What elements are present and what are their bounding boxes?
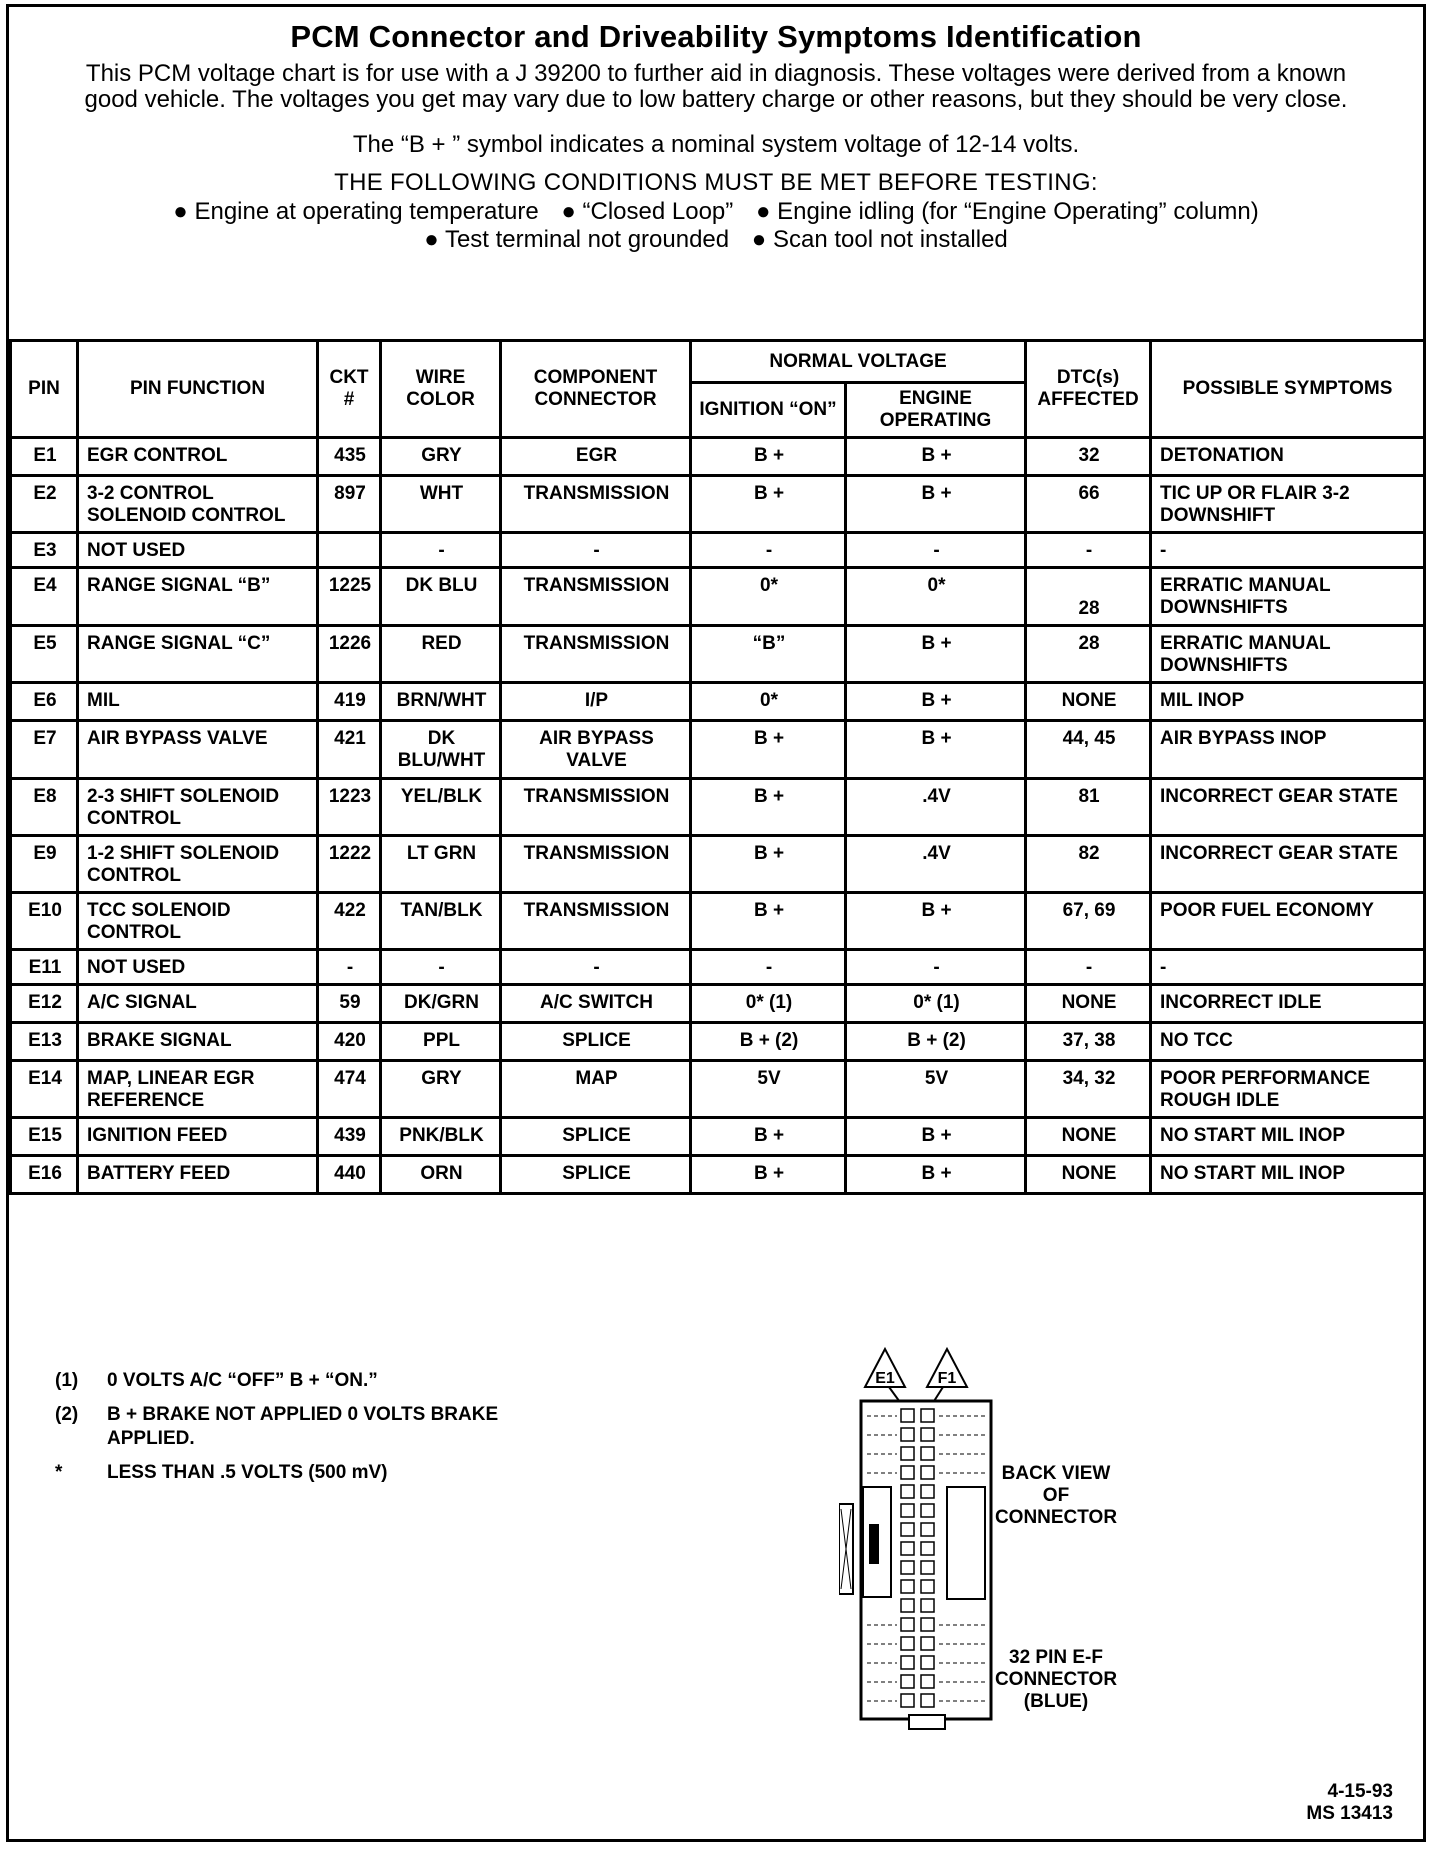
table-row [11,1061,1425,1118]
cell-pin: E13 [11,1023,78,1061]
connector-pin [901,1656,914,1669]
table-row [11,893,1425,950]
cell-component: I/P [501,683,691,721]
cell-engine-voltage: B + [846,893,1026,950]
cell-symptoms: INCORRECT GEAR STATE [1151,836,1425,893]
connector-pin [921,1447,934,1460]
page-title: PCM Connector and Driveability Symptoms Identification [290,19,1142,54]
table-row [11,626,1425,683]
cell-function: TCC SOLENOID CONTROL [78,893,318,950]
cell-pin: E3 [11,533,78,568]
cell-ignition-voltage: B + [691,893,846,950]
connector-pin [921,1637,934,1650]
cell-ckt: 419 [318,683,381,721]
cell-pin: E2 [11,476,78,533]
cell-engine-voltage: B + [846,721,1026,779]
cell-wire-color: GRY [381,1061,501,1118]
cell-ckt: 1222 [318,836,381,893]
cell-ckt: 474 [318,1061,381,1118]
table-row [11,1118,1425,1156]
cell-dtc: 28 [1026,568,1151,626]
cell-wire-color: - [381,950,501,985]
cell-pin: E15 [11,1118,78,1156]
cell-wire-color: DK BLU/WHT [381,721,501,779]
table-row [11,1156,1425,1194]
cell-engine-voltage: B + [846,1156,1026,1194]
cell-pin: E1 [11,438,78,476]
cell-engine-voltage: .4V [846,836,1026,893]
cell-ckt: 59 [318,985,381,1023]
footer-section [9,1299,1423,1839]
connector-pin [901,1694,914,1707]
connector-pin [901,1542,914,1555]
conditions-line-2 [9,227,1423,253]
pin-table [9,339,1426,1195]
cell-dtc: NONE [1026,1118,1151,1156]
cell-pin: E12 [11,985,78,1023]
cell-ignition-voltage: 0* [691,568,846,626]
cell-engine-voltage: B + [846,438,1026,476]
connector-pin [901,1466,914,1479]
cell-dtc: 44, 45 [1026,721,1151,779]
connector-pin [921,1561,934,1574]
cell-symptoms: DETONATION [1151,438,1425,476]
cell-symptoms: ERRATIC MANUAL DOWNSHIFTS [1151,568,1425,626]
cell-ignition-voltage: B + [691,476,846,533]
header-ignition: IGNITION “ON” [691,383,846,438]
cell-symptoms: - [1151,533,1425,568]
cell-wire-color: PNK/BLK [381,1118,501,1156]
cell-component: TRANSMISSION [501,836,691,893]
header-component: COMPONENT CONNECTOR [501,341,691,438]
footnote [55,1461,547,1485]
cell-engine-voltage: B + [846,1118,1026,1156]
cell-pin: E6 [11,683,78,721]
table-row [11,568,1425,626]
cell-dtc: 37, 38 [1026,1023,1151,1061]
cell-pin: E4 [11,568,78,626]
cell-function: NOT USED [78,950,318,985]
cell-ckt: 420 [318,1023,381,1061]
cell-wire-color: TAN/BLK [381,893,501,950]
cell-dtc: - [1026,950,1151,985]
intro-text: This PCM voltage chart is for use with a J 39200 to further aid in diagnosis. These voltages were derived from a known good vehicle. The voltages you get may vary due to low battery charge or other reasons, but they should be very close. [84,60,1348,113]
cell-engine-voltage: - [846,533,1026,568]
cell-symptoms: NO TCC [1151,1023,1425,1061]
condition-item: ● Engine idling (for “Engine Operating” column) [755,198,1259,225]
connector-pin [921,1656,934,1669]
connector-pin [901,1561,914,1574]
cell-ignition-voltage: B + [691,721,846,779]
connector-type-label: 32 PIN E-F CONNECTOR (BLUE) [994,1647,1118,1712]
cell-ckt: 422 [318,893,381,950]
cell-dtc: 66 [1026,476,1151,533]
cell-component: TRANSMISSION [501,779,691,836]
cell-symptoms: MIL INOP [1151,683,1425,721]
cell-function: 1-2 SHIFT SOLENOID CONTROL [78,836,318,893]
header-function: PIN FUNCTION [78,341,318,438]
stamp-code: MS 13413 [1306,1803,1393,1824]
cell-dtc: NONE [1026,683,1151,721]
cell-ignition-voltage: B + (2) [691,1023,846,1061]
cell-function: IGNITION FEED [78,1118,318,1156]
cell-ckt: 439 [318,1118,381,1156]
bplus-note: The “B + ” symbol indicates a nominal system voltage of 12-14 volts. [352,131,1080,158]
cell-wire-color: WHT [381,476,501,533]
cell-symptoms: INCORRECT IDLE [1151,985,1425,1023]
condition-item: ● Test terminal not grounded [424,226,730,253]
cell-pin: E8 [11,779,78,836]
document-stamp [1306,1781,1393,1825]
cell-engine-voltage: - [846,950,1026,985]
connector-pin [921,1466,934,1479]
connector-pin [901,1675,914,1688]
cell-engine-voltage: B + [846,626,1026,683]
cell-component: - [501,533,691,568]
connector-pin [901,1504,914,1517]
condition-item: ● Scan tool not installed [751,226,1008,253]
cell-wire-color: PPL [381,1023,501,1061]
cell-ckt [318,533,381,568]
footnote-marker: (1) [55,1370,79,1391]
cell-wire-color: GRY [381,438,501,476]
cell-engine-voltage: .4V [846,779,1026,836]
cell-wire-color: ORN [381,1156,501,1194]
cell-function: 2-3 SHIFT SOLENOID CONTROL [78,779,318,836]
footnote [55,1403,547,1451]
cell-ignition-voltage: B + [691,1156,846,1194]
cell-ignition-voltage: - [691,533,846,568]
connector-pin [901,1599,914,1612]
cell-function: AIR BYPASS VALVE [78,721,318,779]
connector-pin [921,1542,934,1555]
cell-ignition-voltage: B + [691,836,846,893]
cell-dtc: 32 [1026,438,1151,476]
cell-function: EGR CONTROL [78,438,318,476]
cell-engine-voltage: 5V [846,1061,1026,1118]
document-page [6,4,1426,1842]
cell-ckt: 897 [318,476,381,533]
cell-dtc: 81 [1026,779,1151,836]
cell-pin: E7 [11,721,78,779]
cell-dtc: 82 [1026,836,1151,893]
condition-item: ● “Closed Loop” [561,198,734,225]
table-row [11,683,1425,721]
cell-ignition-voltage: B + [691,779,846,836]
cell-ignition-voltage: 5V [691,1061,846,1118]
cell-function: BATTERY FEED [78,1156,318,1194]
table-row [11,438,1425,476]
pin-f1-label: F1 [937,1370,957,1387]
cell-wire-color: DK/GRN [381,985,501,1023]
connector-pin [901,1580,914,1593]
cell-component: MAP [501,1061,691,1118]
header-symptoms: POSSIBLE SYMPTOMS [1151,341,1425,438]
cell-symptoms: ERRATIC MANUAL DOWNSHIFTS [1151,626,1425,683]
cell-symptoms: TIC UP OR FLAIR 3-2 DOWNSHIFT [1151,476,1425,533]
cell-pin: E5 [11,626,78,683]
connector-pin [921,1580,934,1593]
cell-engine-voltage: B + (2) [846,1023,1026,1061]
cell-component: AIR BYPASS VALVE [501,721,691,779]
cell-symptoms: POOR PERFORMANCE ROUGH IDLE [1151,1061,1425,1118]
conditions-line-1 [9,199,1423,225]
pin-e1-label: E1 [875,1370,895,1387]
cell-function: RANGE SIGNAL “B” [78,568,318,626]
header-ckt: CKT # [318,341,381,438]
cell-component: TRANSMISSION [501,893,691,950]
table-row [11,1023,1425,1061]
cell-symptoms: POOR FUEL ECONOMY [1151,893,1425,950]
cell-ckt: 1223 [318,779,381,836]
cell-engine-voltage: 0* (1) [846,985,1026,1023]
footnote-marker: * [55,1462,63,1483]
footnote-marker: (2) [55,1404,79,1425]
cell-ckt: 421 [318,721,381,779]
cell-ckt: 1226 [318,626,381,683]
footnote-text: 0 VOLTS A/C “OFF” B + “ON.” [107,1370,378,1391]
footnote-text: B + BRAKE NOT APPLIED 0 VOLTS BRAKE APPLIED. [107,1404,499,1449]
cell-symptoms: NO START MIL INOP [1151,1118,1425,1156]
cell-component: TRANSMISSION [501,568,691,626]
stamp-date: 4-15-93 [1327,1781,1393,1802]
cell-function: MAP, LINEAR EGR REFERENCE [78,1061,318,1118]
cell-component: SPLICE [501,1156,691,1194]
cell-ignition-voltage: 0* [691,683,846,721]
cell-function: A/C SIGNAL [78,985,318,1023]
cell-engine-voltage: B + [846,476,1026,533]
connector-pin [901,1637,914,1650]
table-row [11,533,1425,568]
cell-engine-voltage: 0* [846,568,1026,626]
header-engine: ENGINE OPERATING [846,383,1026,438]
table-body [11,438,1425,1194]
connector-pin [921,1428,934,1441]
connector-pin [901,1447,914,1460]
header-dtc: DTC(s) AFFECTED [1026,341,1151,438]
cell-component: SPLICE [501,1023,691,1061]
connector-pin [921,1694,934,1707]
header-wire: WIRE COLOR [381,341,501,438]
header-normal-voltage: NORMAL VOLTAGE [691,341,1026,383]
cell-component: - [501,950,691,985]
cell-ignition-voltage: 0* (1) [691,985,846,1023]
cell-symptoms: - [1151,950,1425,985]
cell-symptoms: AIR BYPASS INOP [1151,721,1425,779]
table-row [11,836,1425,893]
connector-pin [901,1409,914,1422]
connector-pin [921,1485,934,1498]
connector-pin [921,1523,934,1536]
cell-ckt: 440 [318,1156,381,1194]
cell-wire-color: BRN/WHT [381,683,501,721]
cell-wire-color: RED [381,626,501,683]
cell-pin: E10 [11,893,78,950]
connector-pin [901,1523,914,1536]
connector-pin [921,1618,934,1631]
conditions-title: THE FOLLOWING CONDITIONS MUST BE MET BEFORE TESTING: [334,169,1098,196]
footnotes [55,1369,547,1495]
table-row [11,950,1425,985]
cell-wire-color: LT GRN [381,836,501,893]
connector-pin [901,1618,914,1631]
cell-ignition-voltage: - [691,950,846,985]
condition-item: ● Engine at operating temperature [173,198,539,225]
table-row [11,779,1425,836]
cell-dtc: - [1026,533,1151,568]
connector-pin [921,1599,934,1612]
connector-pin [921,1409,934,1422]
cell-symptoms: INCORRECT GEAR STATE [1151,779,1425,836]
cell-ckt: - [318,950,381,985]
cell-component: TRANSMISSION [501,476,691,533]
connector-pin [921,1675,934,1688]
header-pin: PIN [11,341,78,438]
back-view-label: BACK VIEW OF CONNECTOR [994,1463,1118,1528]
cell-function: MIL [78,683,318,721]
footnote [55,1369,547,1393]
connector-pin [901,1428,914,1441]
footnote-text: LESS THAN .5 VOLTS (500 mV) [107,1462,388,1483]
cell-component: A/C SWITCH [501,985,691,1023]
cell-wire-color: YEL/BLK [381,779,501,836]
cell-ckt: 1225 [318,568,381,626]
table-row [11,721,1425,779]
cell-engine-voltage: B + [846,683,1026,721]
cell-function: RANGE SIGNAL “C” [78,626,318,683]
connector-diagram [839,1339,1259,1739]
cell-wire-color: - [381,533,501,568]
connector-pin [901,1485,914,1498]
cell-pin: E14 [11,1061,78,1118]
cell-dtc: 67, 69 [1026,893,1151,950]
cell-wire-color: DK BLU [381,568,501,626]
cell-dtc: NONE [1026,1156,1151,1194]
cell-function: NOT USED [78,533,318,568]
cell-function: BRAKE SIGNAL [78,1023,318,1061]
cell-pin: E16 [11,1156,78,1194]
header-section [9,7,1423,342]
cell-dtc: 34, 32 [1026,1061,1151,1118]
cell-pin: E9 [11,836,78,893]
table-row [11,985,1425,1023]
cell-component: SPLICE [501,1118,691,1156]
cell-ckt: 435 [318,438,381,476]
cell-pin: E11 [11,950,78,985]
cell-symptoms: NO START MIL INOP [1151,1156,1425,1194]
cell-component: EGR [501,438,691,476]
cell-ignition-voltage: B + [691,1118,846,1156]
table-header-row [11,341,1425,383]
cell-component: TRANSMISSION [501,626,691,683]
cell-dtc: NONE [1026,985,1151,1023]
cell-dtc: 28 [1026,626,1151,683]
cell-ignition-voltage: “B” [691,626,846,683]
cell-ignition-voltage: B + [691,438,846,476]
table-row [11,476,1425,533]
connector-pin [921,1504,934,1517]
cell-function: 3-2 CONTROL SOLENOID CONTROL [78,476,318,533]
